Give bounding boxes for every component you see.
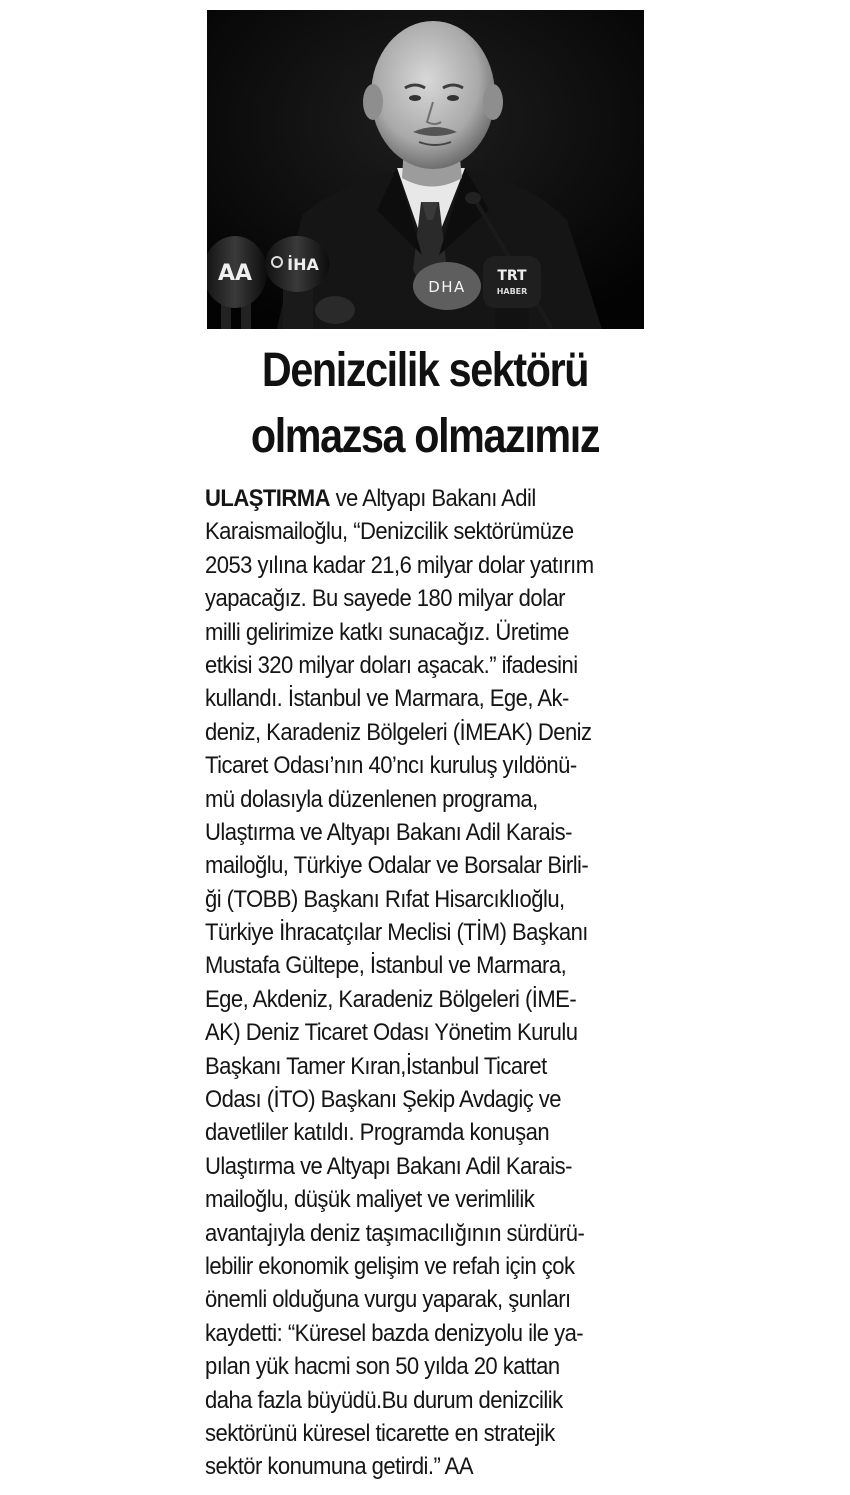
body-line: davetliler katıldı. Programda konuşan (205, 1119, 550, 1147)
body-line: pılan yük hacmi son 50 yılda 20 kattan (205, 1353, 560, 1381)
mic-label-dha: DHA (428, 278, 466, 296)
article-body (205, 482, 650, 1484)
body-line: milli gelirimize katkı sunacağız. Üretime (205, 618, 569, 646)
body-line: sektör konumuna getirdi.” AA (205, 1453, 474, 1481)
body-line: Türkiye İhracatçılar Meclisi (TİM) Başkanı (205, 919, 588, 947)
body-line: yapacağız. Bu sayede 180 milyar dolar (205, 585, 565, 613)
body-line: Ulaştırma ve Altyapı Bakanı Adil Karais- (205, 1152, 572, 1180)
body-line: Ege, Akdeniz, Karadeniz Bölgeleri (İME- (205, 985, 577, 1013)
body-line: önemli olduğuna vurgu yaparak, şunları (205, 1286, 571, 1314)
headline-line: olmazsa olmazımız (250, 410, 600, 463)
mic-label-trt: TRT (497, 268, 527, 284)
speaker-photo (207, 10, 644, 329)
body-line: ği (TOBB) Başkanı Rıfat Hisarcıklıoğlu, (205, 885, 565, 913)
body-line: etkisi 320 milyar doları aşacak.” ifadesini (205, 651, 578, 679)
body-line: Ticaret Odası’nın 40’ncı kuruluş yıldönü- (205, 752, 577, 780)
mic-label-aa: AA (217, 261, 253, 286)
mic-label-iha: İHA (287, 255, 319, 274)
body-line: Karaismailoğlu, “Denizcilik sektörümüze (205, 518, 574, 546)
body-line: mailoğlu, düşük maliyet ve verimlilik (205, 1186, 535, 1214)
body-line (205, 482, 606, 515)
body-line: daha fazla büyüdü.Bu durum denizcilik (205, 1386, 563, 1414)
body-line: mü dolasıyla düzenlenen programa, (205, 785, 538, 813)
body-line: mailoğlu, Türkiye Odalar ve Borsalar Birli- (205, 852, 589, 880)
body-line: kullandı. İstanbul ve Marmara, Ege, Ak- (205, 685, 569, 713)
body-line: deniz, Karadeniz Bölgeleri (İMEAK) Deniz (205, 718, 592, 746)
body-line: Odası (İTO) Başkanı Şekip Avdagiç ve (205, 1086, 562, 1114)
body-line: Başkanı Tamer Kıran,İstanbul Ticaret (205, 1052, 547, 1080)
body-line: sektörünü küresel ticarette en stratejik (205, 1419, 555, 1447)
body-line: kaydetti: “Küresel bazda denizyolu ile ya- (205, 1319, 584, 1347)
body-line: 2053 yılına kadar 21,6 milyar dolar yatırım (205, 551, 594, 579)
body-line: Mustafa Gültepe, İstanbul ve Marmara, (205, 952, 567, 980)
headline-line: Denizcilik sektörü (261, 344, 589, 397)
body-line: lebilir ekonomik gelişim ve refah için çok (205, 1252, 575, 1280)
lead-word: ULAŞTIRMA (205, 485, 330, 512)
body-line: Ulaştırma ve Altyapı Bakanı Adil Karais- (205, 818, 572, 846)
body-line: AK) Deniz Ticaret Odası Yönetim Kurulu (205, 1019, 578, 1047)
body-line-text: ve Altyapı Bakanı Adil (329, 485, 536, 512)
mic-label-haber: HABER (496, 287, 528, 296)
headline (232, 338, 619, 470)
body-line: avantajıyla deniz taşımacılığının sürdürü- (205, 1219, 585, 1247)
